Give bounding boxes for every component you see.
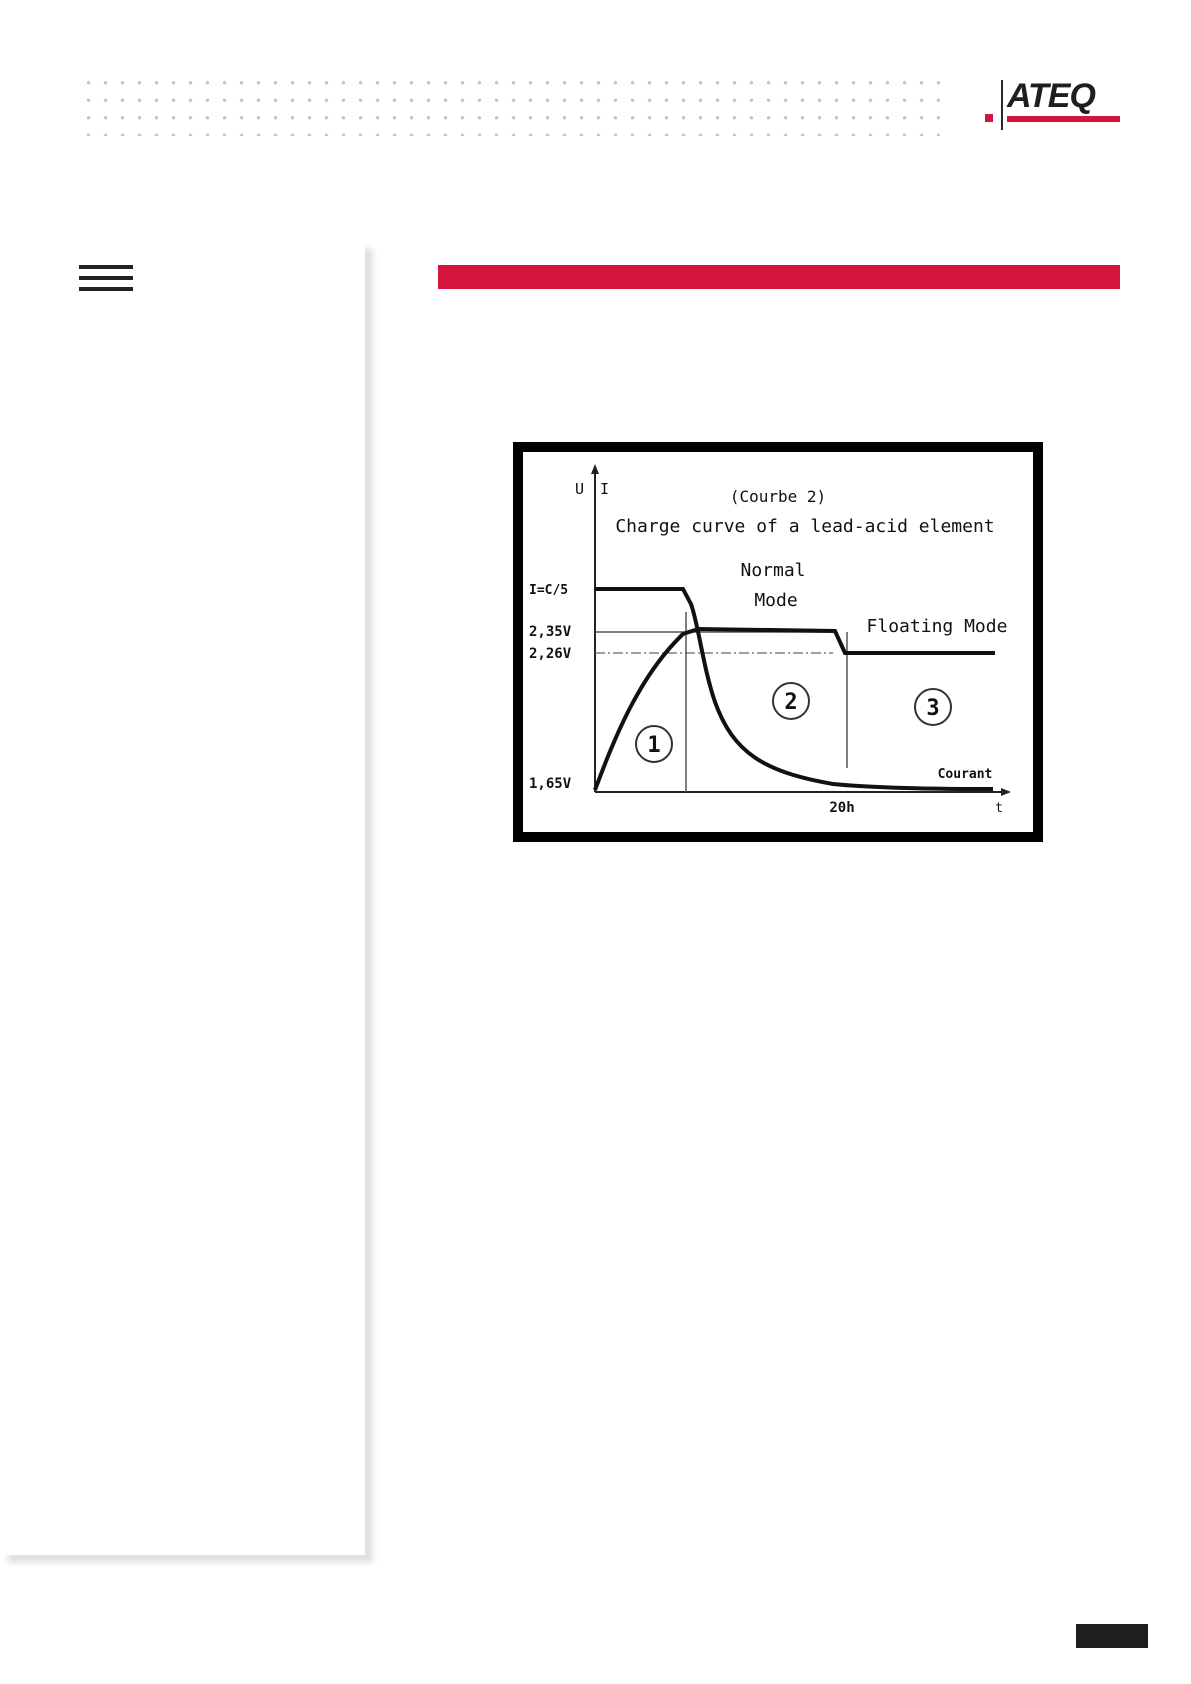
logo-text: ATEQ <box>1007 77 1095 115</box>
axis-label-u: U <box>575 480 585 498</box>
axis-label-i: I <box>600 480 610 498</box>
courant-label: Courant <box>937 767 993 782</box>
figure-subtitle: (Courbe 2) <box>729 487 827 506</box>
phase-2-number: 2 <box>784 690 798 715</box>
dot-pattern-decoration <box>80 74 940 136</box>
phase-3-marker <box>915 689 951 725</box>
hamburger-menu-icon[interactable] <box>79 265 133 295</box>
normal-mode-label-line1: Normal <box>740 560 806 581</box>
phase-3-number: 3 <box>926 696 940 721</box>
figure-title: Charge curve of a lead-acid element <box>615 516 995 537</box>
vertical-axis-arrow <box>591 464 599 474</box>
time-axis-arrow <box>1001 788 1011 796</box>
logo-dot <box>985 114 993 122</box>
section-header-band <box>438 265 1120 289</box>
label-2-26v: 2,26V <box>529 646 572 662</box>
charge-curve-diagram <box>523 452 1033 832</box>
page-number-tab <box>1076 1624 1148 1648</box>
floating-mode-label: Floating Mode <box>866 616 1008 637</box>
time-axis-label: t <box>995 801 1003 816</box>
normal-mode-label-line2: Mode <box>754 590 798 611</box>
label-current-c5: I=C/5 <box>529 583 569 598</box>
ateq-logo <box>985 78 1120 134</box>
phase-2-marker <box>773 683 809 719</box>
sidebar-panel <box>0 240 365 1555</box>
logo-bar <box>1001 80 1003 130</box>
charge-curve-figure <box>513 442 1043 842</box>
phase-1-marker <box>636 726 672 762</box>
label-2-35v: 2,35V <box>529 624 572 640</box>
time-20h-label: 20h <box>829 800 855 816</box>
logo-underline <box>1007 116 1120 122</box>
label-1-65v: 1,65V <box>529 776 572 792</box>
phase-1-number: 1 <box>647 733 661 758</box>
